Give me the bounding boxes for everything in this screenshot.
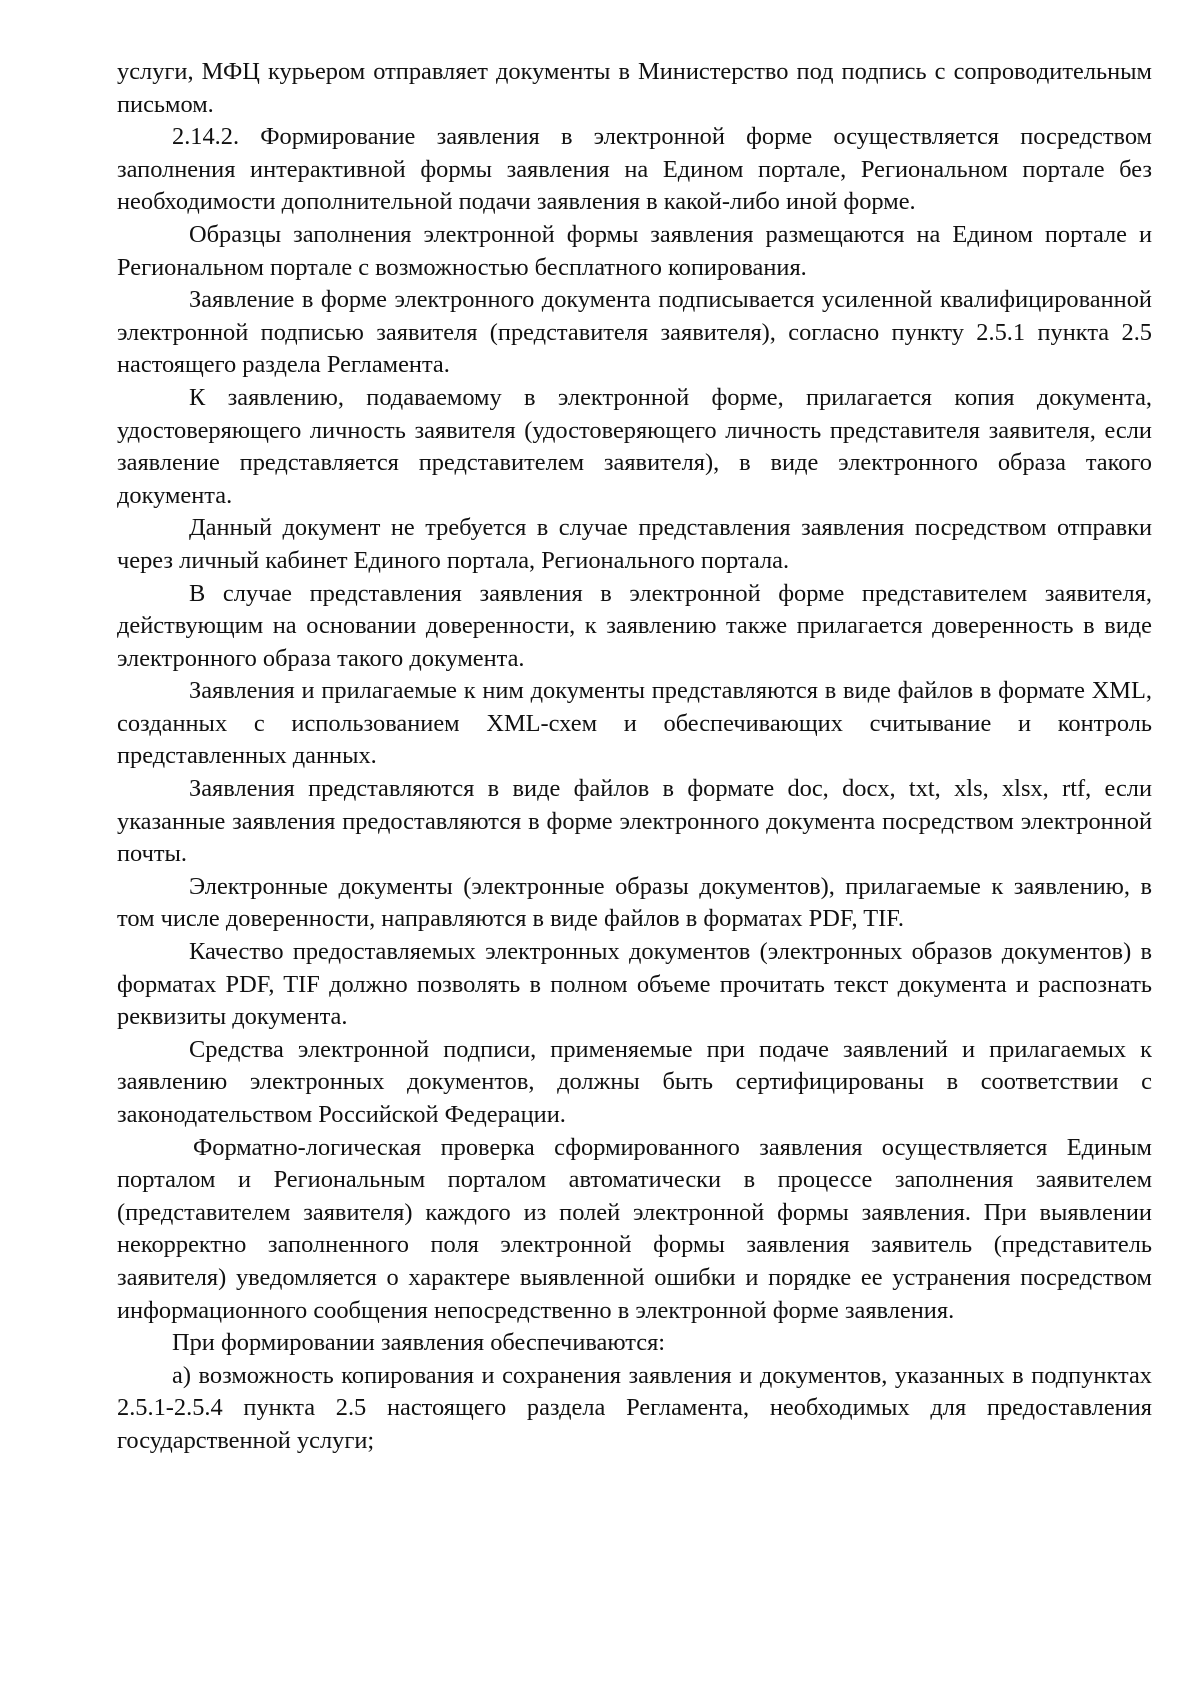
paragraph-identity-copy: К заявлению, подаваемому в электронной форме, прилагается копия документа, удостоверяющего личность заявителя (удостоверяющего личность представителя заявителя, если заявление представляется представителем заявителя), в виде электронного образа такого документа.	[117, 383, 1152, 509]
paragraph-item-a: а) возможность копирования и сохранения заявления и документов, указанных в подпунктах 2.5.1-2.5.4 пункта 2.5 настоящего раздела Регламента, необходимых для предоставления государственной услуги;	[117, 1361, 1152, 1454]
paragraph-not-required: Данный документ не требуется в случае представления заявления посредством отправки через личный кабинет Единого портала, Регионального портала.	[117, 514, 1152, 574]
paragraph-pdf-tif: Электронные документы (электронные образы документов), прилагаемые к заявлению, в том числе доверенности, направляются в виде файлов в форматах PDF, TIF.	[117, 872, 1152, 933]
paragraph-2-14-2: 2.14.2. Формирование заявления в электронной форме осуществляется посредством заполнения интерактивной формы заявления на Едином портале, Региональном портале без необходимости дополнительной подачи заявления в какой-либо иной форме.	[117, 123, 1152, 216]
paragraph-signature: Заявление в форме электронного документа подписывается усиленной квалифицированной электронной подписью заявителя (представителя заявителя), согласно пункту 2.5.1 пункта 2.5 настоящего раздела Регламента.	[117, 286, 1152, 379]
paragraph-continuation: услуги, МФЦ курьером отправляет документы в Министерство под подпись с сопроводительным письмом.	[117, 58, 1152, 118]
paragraph-xml-format: Заявления и прилагаемые к ним документы представляются в виде файлов в формате XML, созданных с использованием XML-схем и обеспечивающих считывание и контроль представленных данных.	[117, 677, 1152, 770]
paragraph-provisions-intro: При формировании заявления обеспечиваются:	[172, 1329, 666, 1357]
paragraph-signature-tools: Средства электронной подписи, применяемые при подаче заявлений и прилагаемых к заявлению электронных документов, должны быть сертифицированы в соответствии с законодательством Российской Федерации.	[117, 1035, 1152, 1128]
paragraph-power-of-attorney: В случае представления заявления в электронной форме представителем заявителя, действующим на основании доверенности, к заявлению также прилагается доверенность в виде электронного образа такого документа.	[117, 579, 1152, 672]
paragraph-file-formats: Заявления представляются в виде файлов в формате doc, docx, txt, xls, xlsx, rtf, если указанные заявления предоставляются в форме электронного документа посредством электронной почты.	[117, 775, 1152, 868]
paragraph-samples: Образцы заполнения электронной формы заявления размещаются на Едином портале и Региональном портале с возможностью бесплатного копирования.	[117, 220, 1152, 281]
paragraph-format-check: Форматно-логическая проверка сформированного заявления осуществляется Единым порталом и Региональным порталом автоматически в процессе заполнения заявителем (представителем заявителя) каждого из полей электронной формы заявления. При выявлении некорректно заполненного поля электронной формы заявления заявитель (представитель заявителя) уведомляется о характере выявленной ошибки и порядке ее устранения посредством информационного сообщения непосредственно в электронной форме заявления.	[117, 1133, 1152, 1324]
paragraph-quality: Качество предоставляемых электронных документов (электронных образов документов) в форматах PDF, TIF должно позволять в полном объеме прочитать текст документа и распознать реквизиты документа.	[117, 938, 1152, 1031]
